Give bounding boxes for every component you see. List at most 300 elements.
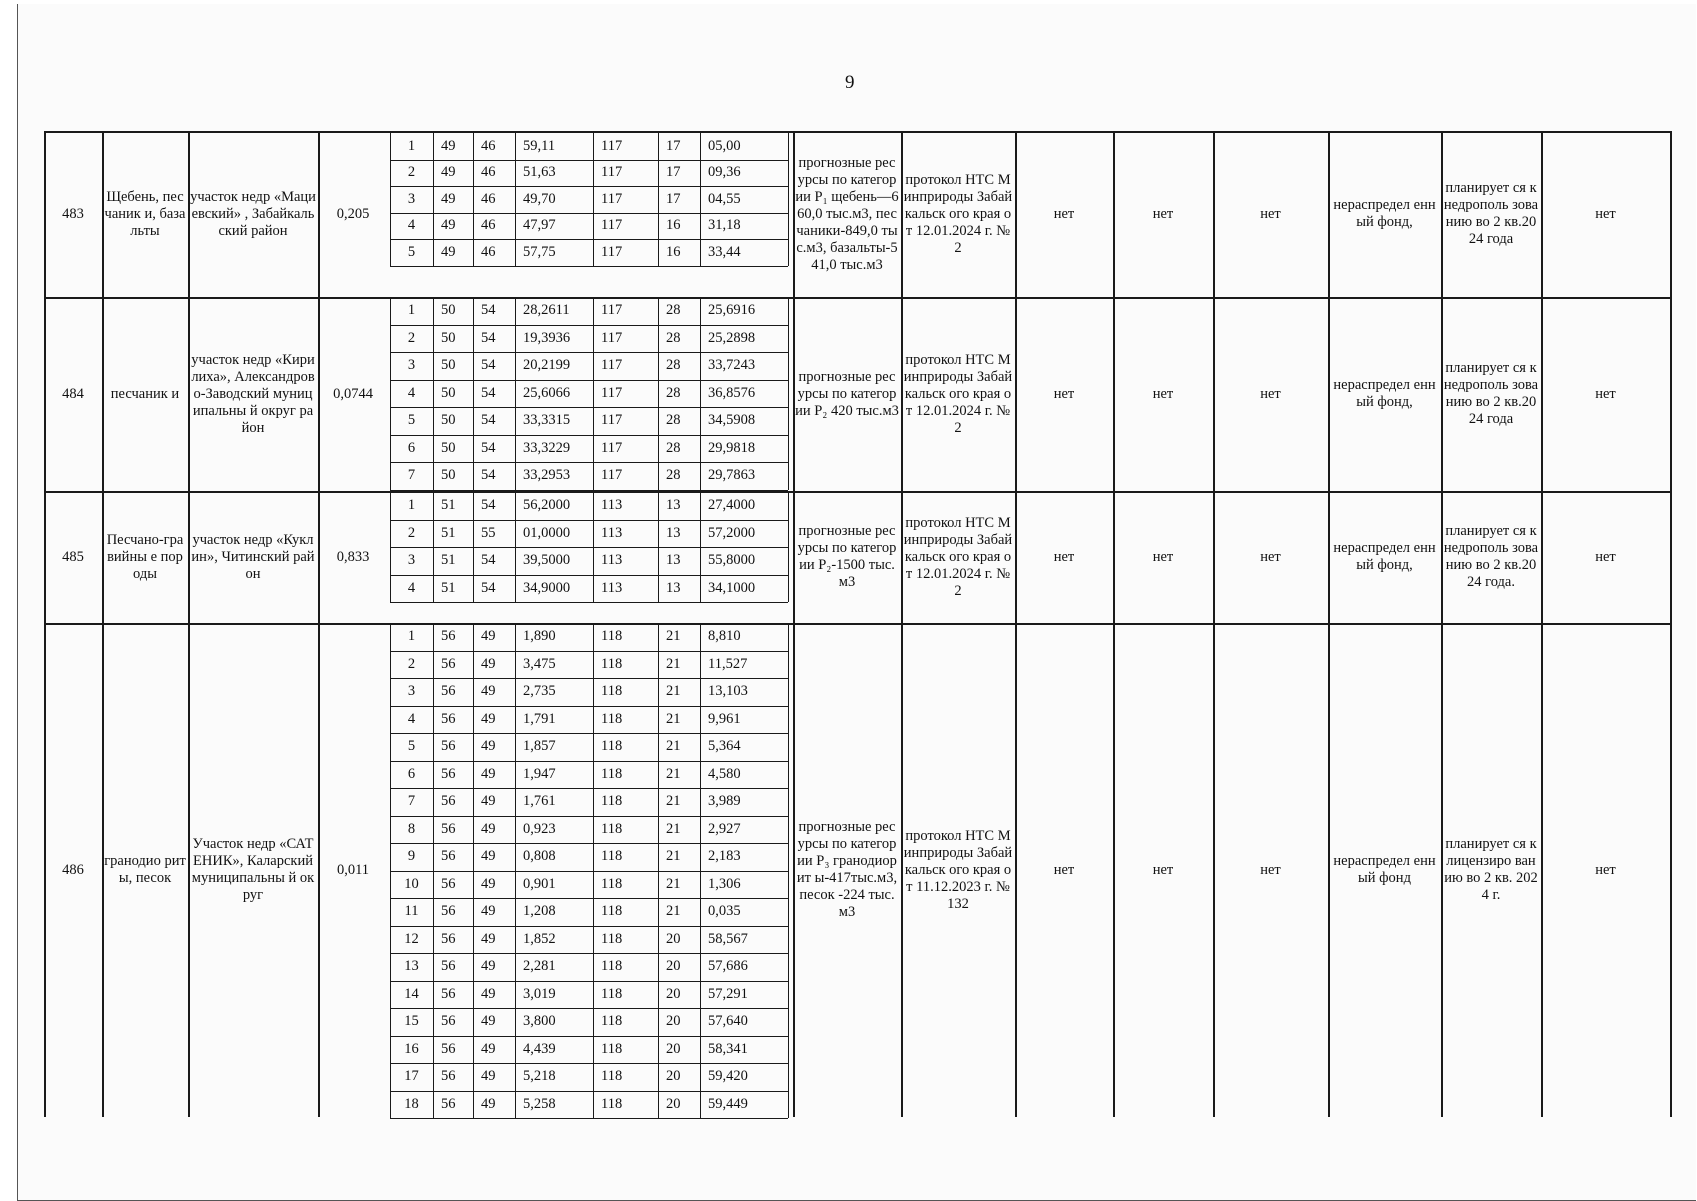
- lat-minutes: 49: [481, 710, 496, 727]
- coord-column-divider: [658, 133, 659, 266]
- lon-seconds: 36,8576: [708, 384, 756, 401]
- lon-minutes: 17: [666, 164, 681, 181]
- lat-seconds: 57,75: [523, 243, 556, 260]
- lon-minutes: 13: [666, 524, 681, 541]
- lon-degrees: 118: [601, 903, 623, 920]
- lat-degrees: 56: [441, 1013, 456, 1030]
- coord-column-divider: [433, 297, 434, 490]
- lat-seconds: 39,5000: [523, 552, 571, 569]
- lon-seconds: 58,567: [708, 930, 748, 947]
- point-number: 10: [404, 875, 419, 892]
- lon-minutes: 17: [666, 137, 681, 154]
- lon-degrees: 118: [601, 738, 623, 755]
- lon-seconds: 25,2898: [708, 329, 756, 346]
- lon-minutes: 21: [666, 683, 681, 700]
- coord-column-divider: [658, 623, 659, 1118]
- lat-seconds: 33,3315: [523, 412, 571, 429]
- coord-column-divider: [788, 297, 789, 490]
- coord-column-divider: [593, 623, 594, 1118]
- lat-seconds: 1,761: [523, 793, 556, 810]
- lat-minutes: 54: [481, 467, 496, 484]
- lat-minutes: 54: [481, 579, 496, 596]
- coord-column-divider: [515, 623, 516, 1118]
- lon-minutes: 28: [666, 329, 681, 346]
- lat-minutes: 49: [481, 930, 496, 947]
- lat-minutes: 46: [481, 190, 496, 207]
- lat-seconds: 2,735: [523, 683, 556, 700]
- lat-degrees: 56: [441, 1040, 456, 1057]
- lon-seconds: 0,035: [708, 903, 741, 920]
- coord-column-divider: [473, 133, 474, 266]
- status-col-9: нет: [1053, 385, 1075, 402]
- point-number: 11: [404, 903, 419, 920]
- lat-degrees: 56: [441, 1095, 456, 1112]
- lon-degrees: 118: [601, 930, 623, 947]
- lon-seconds: 59,449: [708, 1095, 748, 1112]
- resources-text: прогнозные ресурсы по категории P₂ 420 тыс.м3: [795, 368, 899, 419]
- lon-minutes: 28: [666, 357, 681, 374]
- lon-degrees: 117: [601, 137, 623, 154]
- lat-seconds: 49,70: [523, 190, 556, 207]
- lat-seconds: 0,923: [523, 820, 556, 837]
- lat-degrees: 56: [441, 683, 456, 700]
- coord-column-divider: [593, 133, 594, 266]
- lat-seconds: 47,97: [523, 217, 556, 234]
- lon-minutes: 28: [666, 412, 681, 429]
- lon-seconds: 2,927: [708, 820, 741, 837]
- coord-column-divider: [390, 492, 391, 602]
- lon-seconds: 31,18: [708, 217, 741, 234]
- fund-status: нераспредел енный фонд,: [1333, 197, 1436, 230]
- lat-degrees: 56: [441, 793, 456, 810]
- lon-seconds: 58,341: [708, 1040, 748, 1057]
- coord-row-divider: [390, 602, 788, 603]
- lat-seconds: 51,63: [523, 164, 556, 181]
- lat-degrees: 50: [441, 384, 456, 401]
- status-col-14: нет: [1595, 205, 1616, 222]
- lon-seconds: 9,961: [708, 710, 741, 727]
- lat-degrees: 49: [441, 190, 456, 207]
- lon-minutes: 21: [666, 628, 681, 645]
- lat-seconds: 34,9000: [523, 579, 571, 596]
- lat-minutes: 46: [481, 243, 496, 260]
- lat-seconds: 5,258: [523, 1095, 556, 1112]
- lon-minutes: 20: [666, 1068, 681, 1085]
- area-value: 0,205: [336, 205, 370, 222]
- lat-minutes: 49: [481, 958, 496, 975]
- lat-minutes: 49: [481, 903, 496, 920]
- point-number: 18: [404, 1095, 419, 1112]
- lat-seconds: 59,11: [523, 137, 556, 154]
- lon-degrees: 118: [601, 875, 623, 892]
- lon-degrees: 118: [601, 628, 623, 645]
- lat-degrees: 50: [441, 329, 456, 346]
- lat-minutes: 46: [481, 217, 496, 234]
- coord-column-divider: [593, 297, 594, 490]
- coord-column-divider: [788, 133, 789, 266]
- lat-minutes: 54: [481, 329, 496, 346]
- row-number: 485: [62, 548, 84, 565]
- point-number: 15: [404, 1013, 419, 1030]
- coord-column-divider: [473, 623, 474, 1118]
- lon-seconds: 57,640: [708, 1013, 748, 1030]
- point-number: 16: [404, 1040, 419, 1057]
- coord-column-divider: [788, 623, 789, 1118]
- lat-degrees: 51: [441, 524, 456, 541]
- lon-minutes: 28: [666, 302, 681, 319]
- lon-minutes: 16: [666, 217, 681, 234]
- lat-seconds: 1,208: [523, 903, 556, 920]
- lon-seconds: 1,306: [708, 875, 741, 892]
- point-number: 2: [407, 655, 416, 672]
- lon-degrees: 117: [601, 302, 623, 319]
- point-number: 1: [407, 302, 416, 319]
- plot-name: Участок недр «САТЕНИК», Каларский муниципальны й округ: [191, 836, 315, 903]
- point-number: 5: [407, 738, 416, 755]
- status-col-11: нет: [1260, 385, 1281, 402]
- lat-degrees: 56: [441, 710, 456, 727]
- lat-minutes: 49: [481, 985, 496, 1002]
- area-value: 0,0744: [333, 385, 373, 402]
- point-number: 8: [407, 820, 416, 837]
- lon-degrees: 117: [601, 384, 623, 401]
- lat-minutes: 49: [481, 848, 496, 865]
- lat-seconds: 3,475: [523, 655, 556, 672]
- status-col-10: нет: [1152, 205, 1174, 222]
- protocol-text: протокол НТС Минприроды Забайкальск ого края от 11.12.2023 г. № 132: [903, 827, 1013, 912]
- lon-degrees: 117: [601, 412, 623, 429]
- lon-seconds: 33,44: [708, 243, 741, 260]
- lon-minutes: 21: [666, 820, 681, 837]
- row-number: 484: [62, 385, 84, 402]
- lat-seconds: 25,6066: [523, 384, 571, 401]
- status-col-10: нет: [1152, 385, 1174, 402]
- fund-status: нераспредел енный фонд: [1333, 853, 1436, 886]
- lon-degrees: 118: [601, 1068, 623, 1085]
- lat-degrees: 56: [441, 903, 456, 920]
- column-divider: [1670, 131, 1672, 1117]
- lon-seconds: 57,291: [708, 985, 748, 1002]
- plot-name: участок недр «Куклин», Читинский район: [191, 531, 315, 582]
- lon-seconds: 34,5908: [708, 412, 756, 429]
- lon-degrees: 113: [601, 497, 623, 514]
- lon-minutes: 28: [666, 384, 681, 401]
- point-number: 2: [407, 164, 416, 181]
- point-number: 12: [404, 930, 419, 947]
- coord-column-divider: [433, 133, 434, 266]
- coord-row-divider: [390, 266, 788, 267]
- lat-degrees: 50: [441, 412, 456, 429]
- lat-seconds: 0,901: [523, 875, 556, 892]
- lon-degrees: 117: [601, 243, 623, 260]
- lat-seconds: 4,439: [523, 1040, 556, 1057]
- lon-seconds: 55,8000: [708, 552, 756, 569]
- status-col-14: нет: [1595, 385, 1616, 402]
- lat-degrees: 56: [441, 958, 456, 975]
- lon-degrees: 118: [601, 710, 623, 727]
- lon-minutes: 21: [666, 655, 681, 672]
- plan-text: планирует ся к лицензиро ванию во 2 кв. 2024 г.: [1444, 836, 1538, 903]
- lon-seconds: 2,183: [708, 848, 741, 865]
- lon-minutes: 21: [666, 710, 681, 727]
- point-number: 6: [407, 439, 416, 456]
- point-number: 1: [407, 137, 416, 154]
- lon-minutes: 16: [666, 243, 681, 260]
- lat-degrees: 56: [441, 875, 456, 892]
- lon-minutes: 28: [666, 439, 681, 456]
- lon-seconds: 5,364: [708, 738, 741, 755]
- lat-seconds: 3,019: [523, 985, 556, 1002]
- plan-text: планирует ся к недрополь зованию во 2 кв.2024 года: [1443, 360, 1539, 427]
- lat-degrees: 50: [441, 439, 456, 456]
- lat-minutes: 54: [481, 357, 496, 374]
- lat-minutes: 54: [481, 412, 496, 429]
- lon-seconds: 29,9818: [708, 439, 756, 456]
- coord-column-divider: [788, 492, 789, 602]
- protocol-text: протокол НТС Минприроды Забайкальск ого края от 12.01.2024 г. № 2: [903, 351, 1013, 436]
- point-number: 3: [407, 190, 416, 207]
- lon-seconds: 8,810: [708, 628, 741, 645]
- lon-degrees: 118: [601, 793, 623, 810]
- lon-degrees: 117: [601, 164, 623, 181]
- lat-seconds: 1,947: [523, 765, 556, 782]
- point-number: 4: [407, 579, 416, 596]
- lat-minutes: 54: [481, 552, 496, 569]
- coord-column-divider: [593, 492, 594, 602]
- point-number: 2: [407, 524, 416, 541]
- status-col-11: нет: [1260, 861, 1281, 878]
- lon-seconds: 04,55: [708, 190, 741, 207]
- lat-degrees: 51: [441, 579, 456, 596]
- status-col-14: нет: [1595, 548, 1616, 565]
- row-number: 483: [62, 205, 84, 222]
- coord-column-divider: [390, 623, 391, 1118]
- lon-seconds: 59,420: [708, 1068, 748, 1085]
- plan-text: планирует ся к недрополь зованию во 2 кв.2024 года.: [1443, 523, 1539, 590]
- lat-degrees: 51: [441, 552, 456, 569]
- lon-seconds: 4,580: [708, 765, 741, 782]
- point-number: 4: [407, 384, 416, 401]
- lon-minutes: 20: [666, 930, 681, 947]
- lat-minutes: 49: [481, 765, 496, 782]
- point-number: 2: [407, 329, 416, 346]
- coord-row-divider: [390, 490, 788, 491]
- lon-degrees: 118: [601, 683, 623, 700]
- lat-minutes: 54: [481, 497, 496, 514]
- lat-seconds: 2,281: [523, 958, 556, 975]
- status-col-9: нет: [1053, 861, 1075, 878]
- lon-minutes: 21: [666, 738, 681, 755]
- lon-minutes: 28: [666, 467, 681, 484]
- lat-minutes: 49: [481, 1040, 496, 1057]
- protocol-text: протокол НТС Минприроды Забайкальск ого края от 12.01.2024 г. № 2: [903, 514, 1013, 599]
- lat-degrees: 49: [441, 137, 456, 154]
- lon-seconds: 57,2000: [708, 524, 756, 541]
- lon-minutes: 21: [666, 793, 681, 810]
- lon-minutes: 20: [666, 985, 681, 1002]
- lon-degrees: 117: [601, 190, 623, 207]
- lon-degrees: 118: [601, 820, 623, 837]
- lon-minutes: 21: [666, 765, 681, 782]
- point-number: 3: [407, 357, 416, 374]
- lon-minutes: 13: [666, 497, 681, 514]
- point-number: 6: [407, 765, 416, 782]
- coord-column-divider: [515, 133, 516, 266]
- area-value: 0,833: [336, 548, 370, 565]
- lon-minutes: 20: [666, 1013, 681, 1030]
- point-number: 1: [407, 628, 416, 645]
- lon-seconds: 11,527: [708, 655, 748, 672]
- lon-seconds: 57,686: [708, 958, 748, 975]
- lon-minutes: 17: [666, 190, 681, 207]
- lat-degrees: 56: [441, 765, 456, 782]
- fund-status: нераспредел енный фонд,: [1333, 540, 1436, 573]
- lon-seconds: 34,1000: [708, 579, 756, 596]
- lat-minutes: 54: [481, 439, 496, 456]
- status-col-10: нет: [1152, 861, 1174, 878]
- point-number: 3: [407, 683, 416, 700]
- lon-degrees: 117: [601, 357, 623, 374]
- lat-seconds: 33,2953: [523, 467, 571, 484]
- lat-seconds: 0,808: [523, 848, 556, 865]
- lat-degrees: 49: [441, 243, 456, 260]
- lat-seconds: 19,3936: [523, 329, 571, 346]
- coord-row-divider: [390, 1118, 788, 1119]
- lon-minutes: 21: [666, 875, 681, 892]
- lon-seconds: 27,4000: [708, 497, 756, 514]
- lat-minutes: 54: [481, 302, 496, 319]
- plan-text: планирует ся к недрополь зованию во 2 кв.2024 года: [1443, 180, 1539, 247]
- lat-seconds: 5,218: [523, 1068, 556, 1085]
- lat-degrees: 50: [441, 467, 456, 484]
- mineral-type: гранодио риты, песок: [104, 853, 186, 886]
- lat-minutes: 49: [481, 628, 496, 645]
- point-number: 4: [407, 710, 416, 727]
- lon-seconds: 05,00: [708, 137, 741, 154]
- point-number: 4: [407, 217, 416, 234]
- lat-degrees: 50: [441, 302, 456, 319]
- resources-text: прогнозные ресурсы по категории P₃ гранодиорит ы-417тыс.м3, песок -224 тыс.м3: [796, 819, 898, 920]
- status-col-11: нет: [1260, 205, 1281, 222]
- lat-seconds: 1,890: [523, 628, 556, 645]
- resources-text: прогнозные ресурсы по категории P₂-1500 тыс.м3: [797, 523, 897, 590]
- lat-degrees: 56: [441, 930, 456, 947]
- status-col-9: нет: [1053, 548, 1075, 565]
- lon-seconds: 33,7243: [708, 357, 756, 374]
- lon-minutes: 13: [666, 552, 681, 569]
- lat-seconds: 56,2000: [523, 497, 571, 514]
- status-col-11: нет: [1260, 548, 1281, 565]
- lon-degrees: 113: [601, 552, 623, 569]
- lat-degrees: 50: [441, 357, 456, 374]
- lat-seconds: 01,0000: [523, 524, 571, 541]
- lon-minutes: 21: [666, 848, 681, 865]
- lat-degrees: 56: [441, 655, 456, 672]
- lon-degrees: 117: [601, 329, 623, 346]
- lon-degrees: 117: [601, 217, 623, 234]
- lon-degrees: 118: [601, 1095, 623, 1112]
- lon-seconds: 3,989: [708, 793, 741, 810]
- lat-minutes: 49: [481, 683, 496, 700]
- coord-column-divider: [700, 133, 701, 266]
- point-number: 7: [407, 793, 416, 810]
- lat-degrees: 49: [441, 217, 456, 234]
- point-number: 7: [407, 467, 416, 484]
- lat-degrees: 56: [441, 738, 456, 755]
- protocol-text: протокол НТС Минприроды Забайкальск ого края от 12.01.2024 г. № 2: [903, 171, 1013, 256]
- lat-minutes: 46: [481, 164, 496, 181]
- lat-minutes: 54: [481, 384, 496, 401]
- lat-seconds: 33,3229: [523, 439, 571, 456]
- point-number: 1: [407, 497, 416, 514]
- lat-seconds: 3,800: [523, 1013, 556, 1030]
- coord-column-divider: [473, 297, 474, 490]
- lat-degrees: 56: [441, 1068, 456, 1085]
- area-value: 0,011: [336, 861, 370, 878]
- lat-seconds: 28,2611: [523, 302, 570, 319]
- lon-seconds: 13,103: [708, 683, 748, 700]
- lat-degrees: 49: [441, 164, 456, 181]
- lat-minutes: 55: [481, 524, 496, 541]
- lat-minutes: 49: [481, 1068, 496, 1085]
- lon-minutes: 20: [666, 1040, 681, 1057]
- lon-degrees: 118: [601, 765, 623, 782]
- point-number: 17: [404, 1068, 419, 1085]
- plot-name: участок недр «Мациевский» , Забайкальский район: [190, 188, 316, 239]
- lon-degrees: 118: [601, 985, 623, 1002]
- point-number: 14: [404, 985, 419, 1002]
- coord-column-divider: [658, 297, 659, 490]
- lat-degrees: 51: [441, 497, 456, 514]
- lon-seconds: 09,36: [708, 164, 741, 181]
- lat-minutes: 49: [481, 655, 496, 672]
- lon-degrees: 117: [601, 467, 623, 484]
- coord-column-divider: [433, 492, 434, 602]
- point-number: 13: [404, 958, 419, 975]
- coord-column-divider: [473, 492, 474, 602]
- mineral-type: Щебень, песчаник и, базальты: [104, 188, 186, 239]
- lat-minutes: 46: [481, 137, 496, 154]
- lon-seconds: 29,7863: [708, 467, 756, 484]
- resources-text: прогнозные ресурсы по категории P₁ щебень—660,0 тыс.м3, песчаники-849,0 тыс.м3, базальты-541,0 тыс.м3: [795, 154, 899, 273]
- lon-degrees: 118: [601, 848, 623, 865]
- fund-status: нераспредел енный фонд,: [1333, 377, 1436, 410]
- lat-minutes: 49: [481, 738, 496, 755]
- row-number: 486: [62, 861, 84, 878]
- lon-minutes: 13: [666, 579, 681, 596]
- lon-degrees: 118: [601, 958, 623, 975]
- coord-column-divider: [700, 297, 701, 490]
- lat-degrees: 56: [441, 985, 456, 1002]
- lon-seconds: 25,6916: [708, 302, 756, 319]
- coord-column-divider: [515, 297, 516, 490]
- lat-minutes: 49: [481, 793, 496, 810]
- plot-name: участок недр «Кирилиха», Александрово-Заводский муниципальны й округ район: [191, 351, 315, 436]
- lon-degrees: 113: [601, 524, 623, 541]
- lat-seconds: 1,791: [523, 710, 556, 727]
- lat-seconds: 1,852: [523, 930, 556, 947]
- lat-seconds: 20,2199: [523, 357, 571, 374]
- lon-degrees: 118: [601, 655, 623, 672]
- lat-minutes: 49: [481, 875, 496, 892]
- lat-degrees: 56: [441, 848, 456, 865]
- coord-column-divider: [658, 492, 659, 602]
- lon-minutes: 20: [666, 1095, 681, 1112]
- lat-minutes: 49: [481, 1095, 496, 1112]
- point-number: 5: [407, 243, 416, 260]
- lat-degrees: 56: [441, 820, 456, 837]
- point-number: 9: [407, 848, 416, 865]
